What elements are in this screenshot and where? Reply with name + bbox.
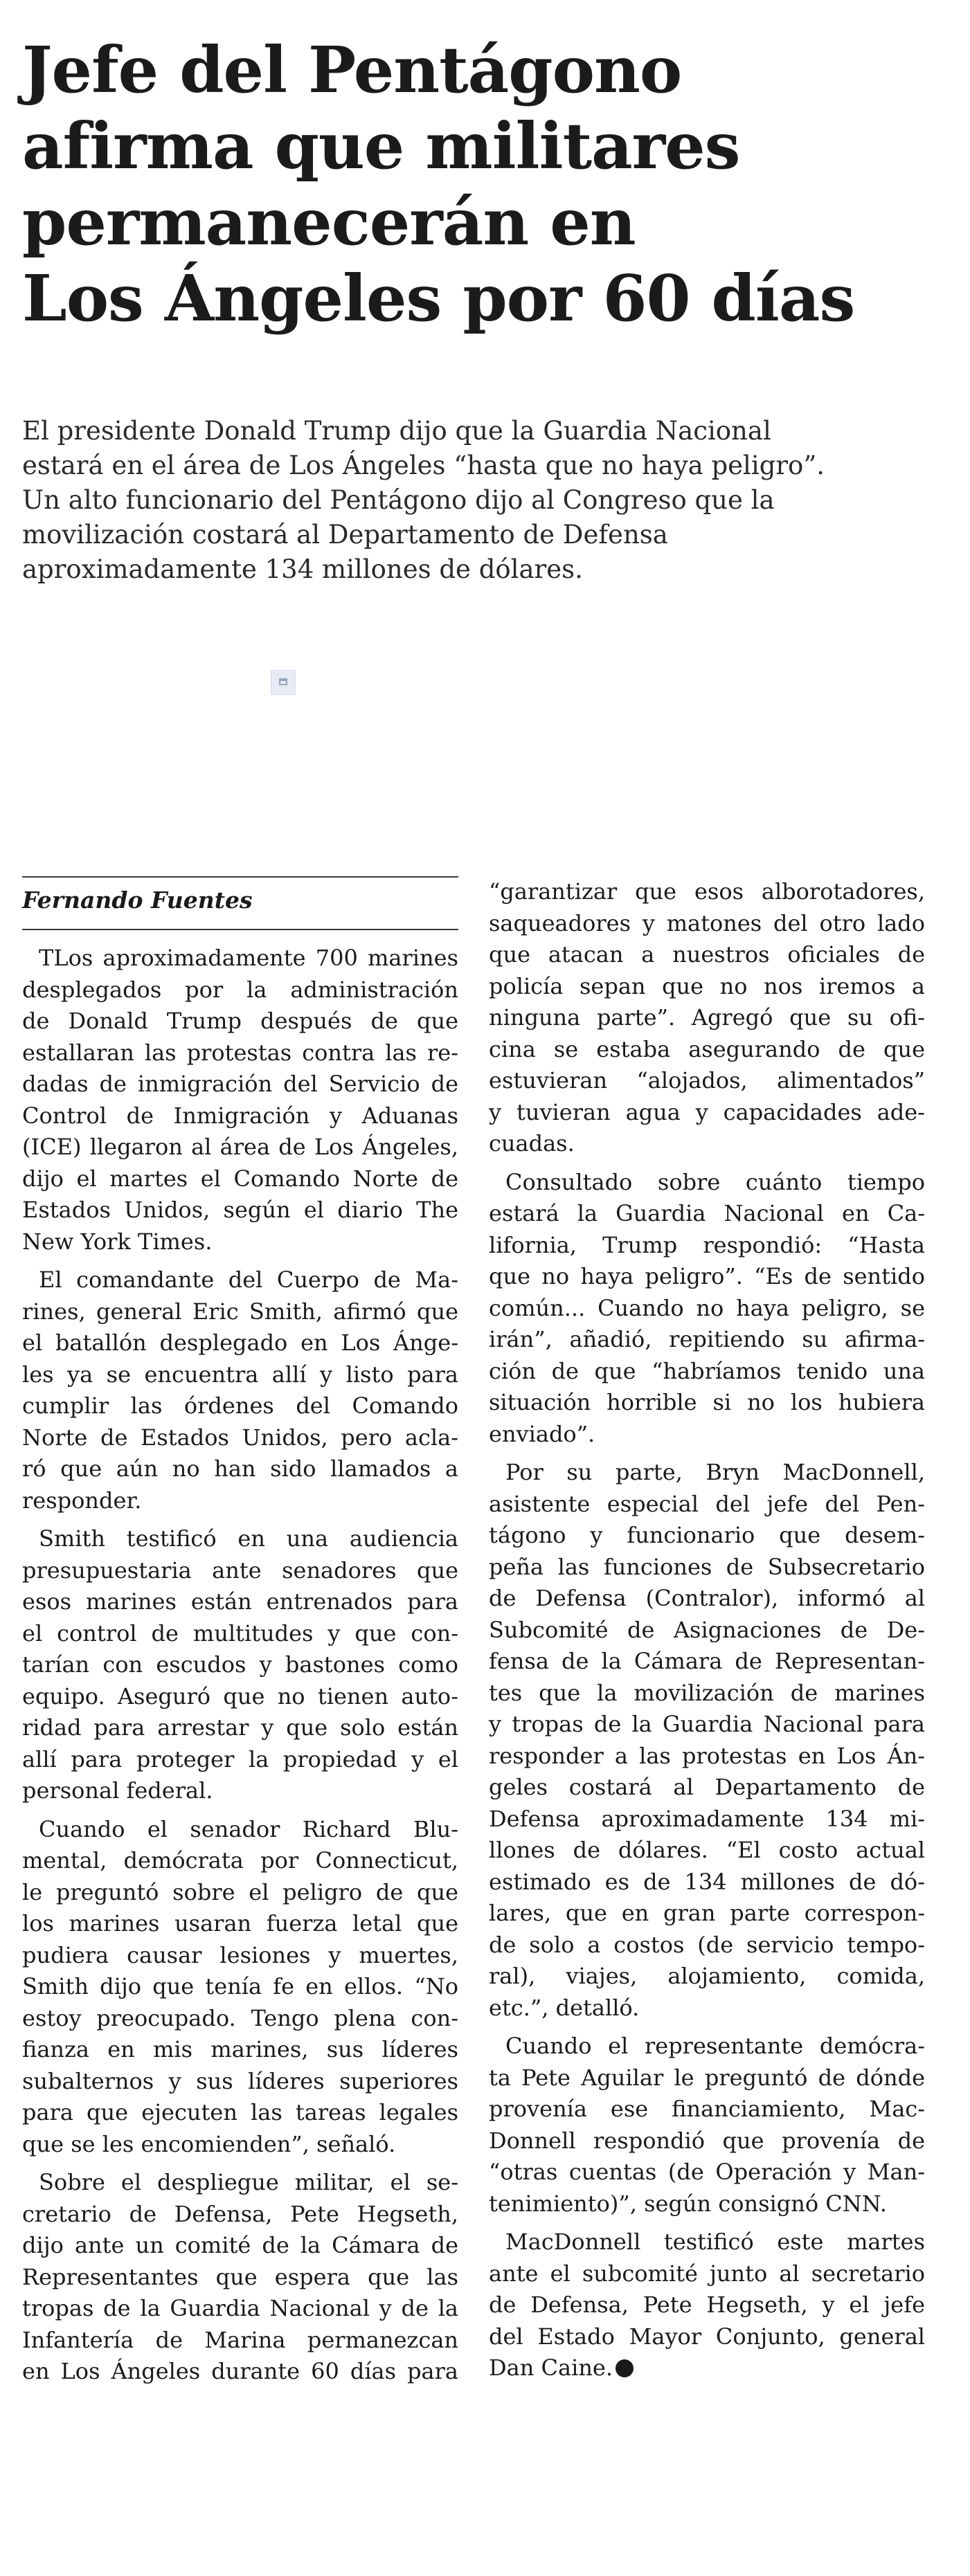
paragraph-line: lares, que en gran parte correspon- (489, 1900, 925, 1926)
paragraph-line: el control de multitudes y que con- (22, 1620, 458, 1647)
paragraph-line: Estados Unidos, según el diario The (22, 1197, 458, 1223)
paragraph-line: MacDonnell testificó este martes (505, 2229, 925, 2255)
paragraph-line: de Donald Trump después de que (22, 1008, 458, 1034)
paragraph-line: y tropas de la Guardia Nacional para (489, 1711, 925, 1737)
paragraph-line: responder. (22, 1487, 142, 1514)
paragraph-line: de Defensa (Contralor), informó al (489, 1585, 925, 1611)
paragraph-line: Defensa aproximadamente 134 mi- (489, 1805, 925, 1832)
paragraph-line: estará la Guardia Nacional en Ca- (489, 1200, 925, 1226)
byline-rule-bottom (22, 929, 458, 930)
paragraph-line: para que ejecuten las tareas legales (22, 2099, 458, 2125)
paragraph-line: saqueadores y matones del otro lado (489, 909, 925, 936)
paragraph-line: pudiera causar lesiones y muertes, (22, 1941, 458, 1968)
paragraph-line: peña las funciones de Subsecretario (489, 1553, 925, 1580)
paragraph-line: ral), viajes, alojamiento, comida, (489, 1963, 925, 1989)
article-column-left (22, 876, 458, 2395)
paragraph-line: ninguna parte”. Agregó que su ofi- (489, 1004, 925, 1031)
paragraph-line: tenimiento)”, según consignó CNN. (489, 2190, 887, 2217)
paragraph-line: tarían con escudos y bastones como (22, 1651, 458, 1678)
paragraph-line: tes que la movilización de marines (489, 1679, 925, 1706)
paragraph-line: ró que aún no han sido llamados a (22, 1455, 458, 1482)
paragraph-line: rines, general Eric Smith, afirmó que (22, 1298, 458, 1325)
paragraph-line: equipo. Aseguró que no tienen auto- (22, 1682, 458, 1709)
paragraph-line: estallaran las protestas contra las re- (22, 1039, 458, 1066)
paragraph-line: común... Cuando no haya peligro, se (489, 1294, 925, 1321)
paragraph-line: Control de Inmigración y Aduanas (22, 1102, 458, 1129)
paragraph (22, 1814, 458, 2161)
paragraph (22, 943, 458, 1258)
headline-line: afirma que militares (22, 109, 740, 183)
paragraph-line: Consultado sobre cuánto tiempo (505, 1168, 925, 1195)
paragraph-line: estoy preocupado. Tengo plena con- (22, 2004, 458, 2031)
paragraph-line: ción de que “habríamos tenido una (489, 1357, 925, 1384)
article-column-right (489, 876, 925, 2391)
paragraph-line: cumplir las órdenes del Comando (22, 1393, 458, 1419)
paragraph-line: asistente especial del jefe del Pen- (489, 1490, 925, 1517)
article-body-left (22, 943, 458, 2388)
paragraph-line: que atacan a nuestros oficiales de (489, 941, 925, 968)
paragraph-line: tropas de la Guardia Nacional y de la (22, 2295, 458, 2321)
paragraph (489, 1457, 925, 2024)
paragraph-line: “garantizar que esos alborotadores, (489, 878, 925, 905)
paragraph-line: estuvieran “alojados, alimentados” (489, 1067, 925, 1094)
paragraph-line: etc.”, detalló. (489, 1994, 640, 2021)
paragraph-line: estimado es de 134 millones de dó- (489, 1868, 925, 1895)
paragraph-line: Por su parte, Bryn MacDonnell, (505, 1459, 925, 1485)
paragraph (22, 1523, 458, 1807)
paragraph-line: responder a las protestas en Los Án- (489, 1742, 925, 1769)
paragraph-line: desplegados por la administración (22, 976, 458, 1003)
paragraph-line: de Defensa, Pete Hegseth, y el jefe (489, 2292, 925, 2318)
deck-line: aproximadamente 134 millones de dólares. (22, 554, 583, 584)
article-body-right (489, 876, 925, 2384)
paragraph-line: enviado”. (489, 1420, 595, 1447)
paragraph-line: personal federal. (22, 1777, 213, 1804)
paragraph-line: policía sepan que no nos iremos a (489, 972, 925, 999)
paragraph-line: geles costará al Departamento de (489, 1774, 925, 1800)
deck-summary (22, 414, 929, 587)
paragraph-line: Norte de Estados Unidos, pero acla- (22, 1424, 458, 1451)
paragraph-line: presupuestaria ante senadores que (22, 1557, 458, 1584)
paragraph-line: Donnell respondió que provenía de (489, 2127, 925, 2154)
paragraph-line: Smith dijo que tenía fe en ellos. “No (22, 1973, 458, 1999)
paragraph-line: cina se estaba asegurando de que (489, 1035, 925, 1062)
paragraph-line: ante el subcomité junto al secretario (489, 2260, 925, 2287)
paragraph-line: llones de dólares. “El costo actual (489, 1837, 925, 1863)
paragraph (22, 1264, 458, 1516)
paragraph-line: New York Times. (22, 1228, 213, 1255)
deck-line: movilización costará al Departamento de Defensa (22, 520, 668, 550)
paragraph-line: le preguntó sobre el peligro de que (22, 1878, 458, 1905)
byline: Fernando Fuentes (22, 887, 253, 914)
paragraph-line: subalternos y sus líderes superiores (22, 2067, 458, 2094)
paragraph-line: (ICE) llegaron al área de Los Ángeles, (22, 1134, 458, 1160)
paragraph-line: y tuvieran agua y capacidades ade- (489, 1098, 925, 1125)
paragraph-line: Subcomité de Asignaciones de De- (489, 1616, 925, 1643)
paragraph-line: esos marines están entrenados para (22, 1588, 458, 1615)
paragraph (489, 876, 925, 1160)
paragraph-line: de solo a costos (de servicio tempo- (489, 1931, 925, 1958)
headline (22, 32, 943, 336)
paragraph-line: del Estado Mayor Conjunto, general (489, 2323, 925, 2350)
paragraph-line: El comandante del Cuerpo de Ma- (39, 1267, 458, 1293)
paragraph-line: ta Pete Aguilar le preguntó de dónde (489, 2064, 925, 2091)
paragraph-line: ridad para arrestar y que solo están (22, 1714, 458, 1741)
paragraph (489, 2226, 925, 2384)
paragraph-line: cretario de Defensa, Pete Hegseth, (22, 2200, 458, 2227)
paragraph-line: Cuando el senador Richard Blu- (39, 1815, 458, 1842)
paragraph-line: les ya se encuentra allí y listo para (22, 1361, 458, 1388)
paragraph (22, 2167, 458, 2388)
paragraph-line: dijo el martes el Comando Norte de (22, 1165, 458, 1192)
deck-line: Un alto funcionario del Pentágono dijo al Congreso que la (22, 485, 775, 515)
paragraph-line: TLos aproximadamente 700 marines (39, 945, 458, 971)
paragraph-line: allí para proteger la propiedad y el (22, 1745, 458, 1772)
byline-rule-top (22, 876, 458, 878)
headline-line: Jefe del Pentágono (22, 33, 682, 107)
paragraph-line: que no haya peligro”. “Es de sentido (489, 1263, 925, 1289)
paragraph (489, 2031, 925, 2220)
paragraph-line: cuadas. (489, 1130, 575, 1157)
paragraph-line: mental, demócrata por Connecticut, (22, 1847, 458, 1874)
paragraph-line: situación horrible si no los hubiera (489, 1389, 925, 1415)
paragraph-line: el batallón desplegado en Los Ánge- (22, 1330, 458, 1356)
paragraph-line: Sobre el despliegue militar, el se- (39, 2169, 458, 2195)
paragraph-line: dijo ante un comité de la Cámara de (22, 2232, 458, 2258)
paragraph-line: provenía ese financiamiento, Mac- (489, 2096, 925, 2122)
end-of-article-mark (616, 2359, 634, 2377)
paragraph-line: los marines usaran fuerza letal que (22, 1910, 458, 1936)
headline-line: permanecerán en (22, 185, 636, 260)
paragraph-line: fensa de la Cámara de Representan- (489, 1648, 925, 1674)
deck-line: estará en el área de Los Ángeles “hasta que no haya peligro”. (22, 451, 825, 480)
paragraph-line: que se les encomienden”, señaló. (22, 2130, 396, 2157)
paragraph-line: Dan Caine. (489, 2352, 925, 2384)
broken-image-icon (271, 670, 296, 695)
paragraph-line: Cuando el representante demócra- (505, 2033, 925, 2059)
paragraph-line: Representantes que espera que las (22, 2263, 458, 2290)
headline-line: Los Ángeles por 60 días (22, 261, 855, 336)
paragraph-line: lifornia, Trump respondió: “Hasta (489, 1231, 925, 1258)
paragraph (489, 1167, 925, 1451)
paragraph-line: fianza en mis marines, sus líderes (22, 2036, 458, 2062)
paragraph-line: en Los Ángeles durante 60 días para (22, 2358, 458, 2384)
paragraph-line: tágono y funcionario que desem- (489, 1522, 925, 1548)
deck-line: El presidente Donald Trump dijo que la Guardia Nacional (22, 416, 771, 446)
paragraph-line: Infantería de Marina permanezcan (22, 2326, 458, 2353)
paragraph-line: irán”, añadió, repitiendo su afirma- (489, 1326, 925, 1352)
paragraph-line: “otras cuentas (de Operación y Man- (489, 2159, 925, 2185)
paragraph-line: dadas de inmigración del Servicio de (22, 1071, 458, 1097)
paragraph-line: Smith testificó en una audiencia (39, 1525, 458, 1552)
